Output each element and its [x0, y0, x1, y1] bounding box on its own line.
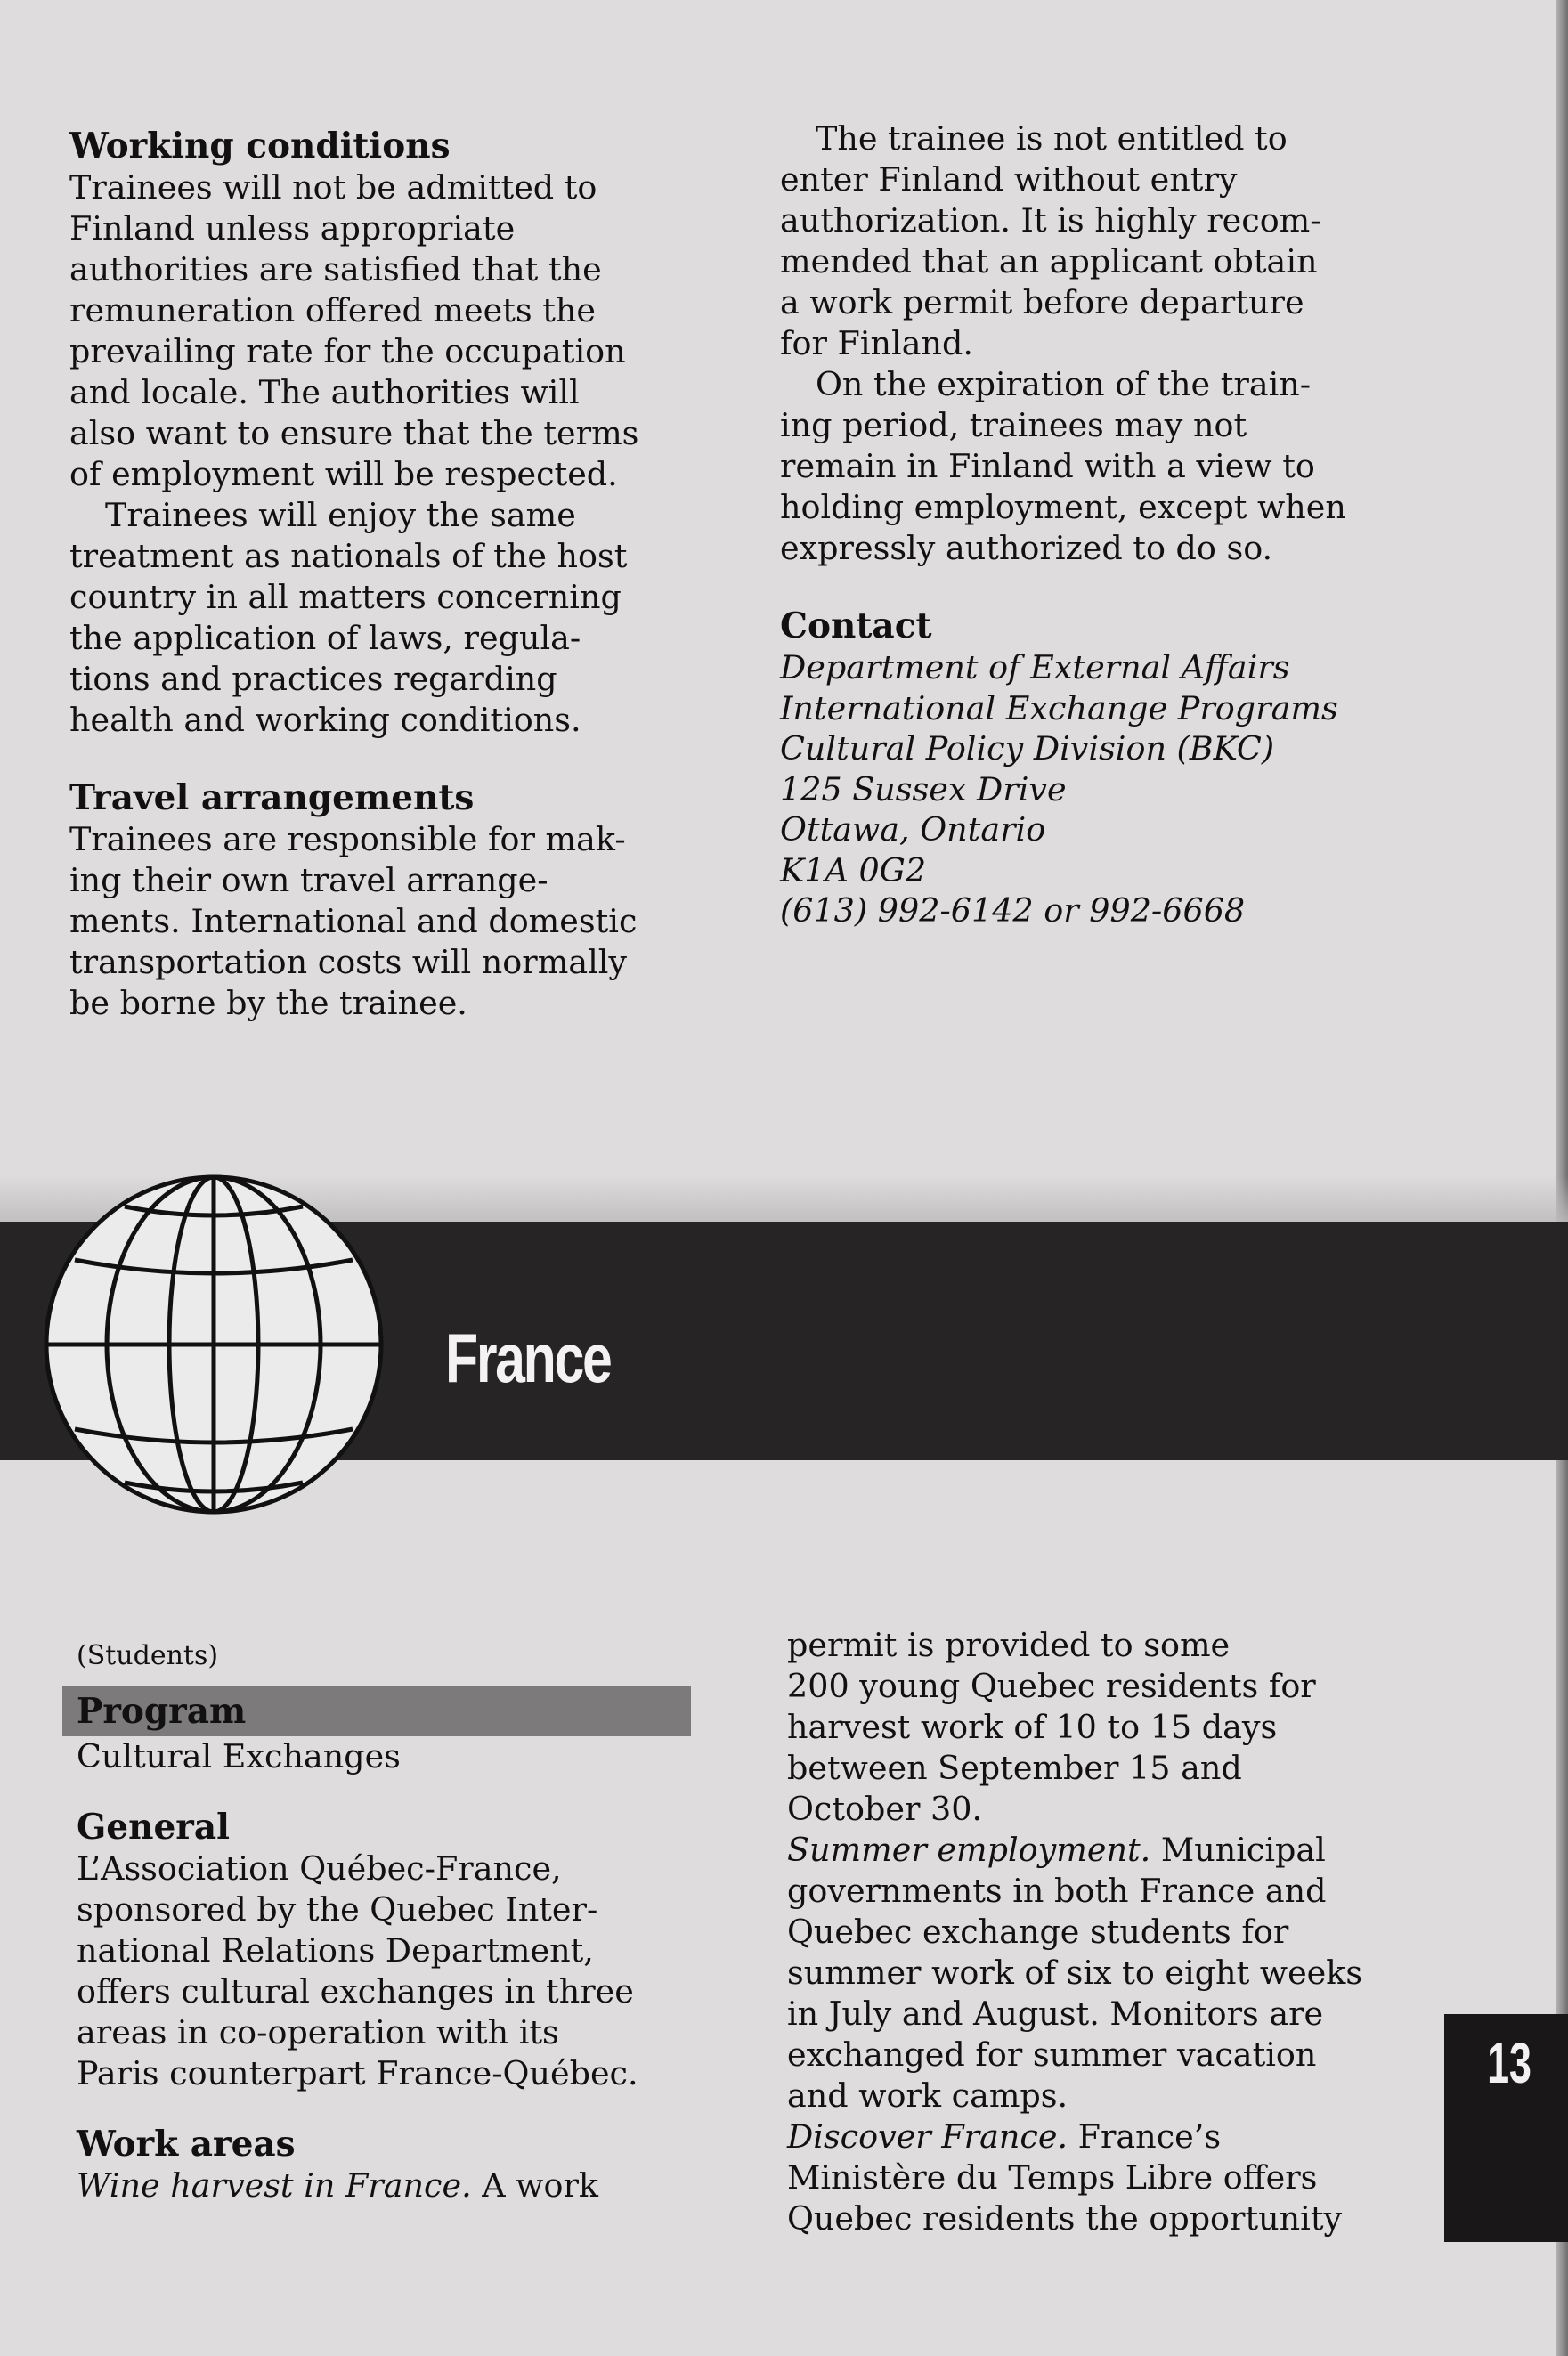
- program-bar: [62, 1686, 691, 1736]
- text-line: L’Association Québec-France,: [77, 1849, 562, 1888]
- wine-harvest-text: A work: [471, 2166, 599, 2205]
- general-heading: General: [77, 1807, 230, 1848]
- text-line: October 30.: [787, 1790, 983, 1828]
- contact-line: International Exchange Programs: [780, 688, 1338, 727]
- wine-harvest-line: [77, 2165, 718, 2206]
- text-line: harvest work of 10 to 15 days: [787, 1708, 1278, 1746]
- text-line: Quebec residents the opportunity: [787, 2199, 1343, 2238]
- discover-france-text: France’s: [1068, 2117, 1222, 2156]
- text-line: health and working conditions.: [69, 701, 581, 739]
- contact-line: Ottawa, Ontario: [780, 810, 1046, 849]
- working-conditions-paragraph-2: [69, 495, 711, 741]
- contact-heading: Contact: [780, 605, 932, 646]
- discover-france-line: [787, 2116, 1428, 2157]
- text-line: offers cultural exchanges in three: [77, 1972, 634, 2011]
- working-conditions-paragraph-1: [69, 167, 711, 495]
- text-line: Finland unless appropriate: [69, 209, 516, 248]
- wine-harvest-title: Wine harvest in France.: [77, 2166, 472, 2205]
- program-value: Cultural Exchanges: [77, 1737, 401, 1775]
- summer-employment-text: Municipal: [1150, 1831, 1326, 1869]
- text-line: country in all matters concerning: [69, 578, 622, 616]
- text-line: summer work of six to eight weeks: [787, 1954, 1363, 1992]
- text-line: authorization. It is highly recom-: [780, 201, 1321, 240]
- text-line: tions and practices regarding: [69, 660, 557, 698]
- text-line: prevailing rate for the occupation: [69, 332, 626, 370]
- travel-arrangements-paragraph: [69, 819, 711, 1024]
- text-line: remain in Finland with a view to: [780, 447, 1315, 485]
- general-paragraph: [77, 1848, 718, 2094]
- summer-employment-title: Summer employment.: [787, 1831, 1151, 1869]
- text-line: expressly authorized to do so.: [780, 529, 1273, 567]
- text-line: Trainees are responsible for mak-: [69, 820, 626, 858]
- text-line: and locale. The authorities will: [69, 373, 580, 411]
- text-line: mended that an applicant obtain: [780, 242, 1318, 280]
- text-line: a work permit before departure: [780, 283, 1304, 321]
- text-line: ing their own travel arrange-: [69, 861, 548, 899]
- text-line: authorities are satisfied that the: [69, 250, 602, 288]
- page-number: 13: [1487, 2031, 1531, 2095]
- entry-paragraph-1: [780, 118, 1421, 364]
- top-left-column: [69, 125, 711, 1024]
- text-line: between September 15 and: [787, 1749, 1242, 1787]
- summer-employment-paragraph: [787, 1871, 1428, 2116]
- text-line: On the expiration of the train-: [816, 365, 1312, 403]
- text-line: areas in co-operation with its: [77, 2013, 559, 2051]
- text-line: ing period, trainees may not: [780, 406, 1247, 444]
- contact-phone: (613) 992-6142 or 992-6668: [780, 891, 1246, 930]
- contact-line: 125 Sussex Drive: [780, 769, 1067, 808]
- text-line: of employment will be respected.: [69, 455, 618, 493]
- text-line: exchanged for summer vacation: [787, 2035, 1317, 2074]
- text-line: holding employment, except when: [780, 488, 1346, 526]
- contact-line: Department of External Affairs: [780, 648, 1290, 686]
- text-line: Quebec exchange students for: [787, 1913, 1289, 1951]
- text-line: governments in both France and: [787, 1872, 1327, 1910]
- summer-employment-line: [787, 1830, 1428, 1871]
- text-line: Ministère du Temps Libre offers: [787, 2158, 1318, 2197]
- globe-icon: [36, 1166, 392, 1523]
- text-line: in July and August. Monitors are: [787, 1994, 1324, 2033]
- text-line: treatment as nationals of the host: [69, 537, 628, 575]
- contact-line: Cultural Policy Division (BKC): [780, 729, 1275, 768]
- text-line: remuneration offered meets the: [69, 291, 597, 329]
- discover-france-title: Discover France.: [787, 2117, 1068, 2156]
- text-line: Trainees will not be admitted to: [69, 168, 597, 207]
- entry-paragraph-2: [780, 364, 1421, 569]
- text-line: sponsored by the Quebec Inter-: [77, 1890, 598, 1929]
- text-line: enter Finland without entry: [780, 160, 1238, 199]
- text-line: the application of laws, regula-: [69, 619, 581, 657]
- discover-france-paragraph: [787, 2157, 1428, 2239]
- contact-line: K1A 0G2: [780, 850, 927, 890]
- working-conditions-heading: Working conditions: [69, 126, 451, 167]
- text-line: and work camps.: [787, 2076, 1068, 2115]
- text-line: be borne by the trainee.: [69, 984, 467, 1022]
- text-line: permit is provided to some: [787, 1626, 1231, 1664]
- work-areas-heading: Work areas: [77, 2124, 296, 2165]
- bottom-left-column: [77, 1638, 718, 2206]
- text-line: 200 young Quebec residents for: [787, 1667, 1316, 1705]
- travel-arrangements-heading: Travel arrangements: [69, 777, 475, 818]
- text-line: ments. International and domestic: [69, 902, 638, 940]
- section-title: France: [445, 1319, 611, 1397]
- students-label: (Students): [77, 1640, 219, 1671]
- program-heading: Program: [77, 1691, 247, 1732]
- text-line: Paris counterpart France-Québec.: [77, 2054, 638, 2092]
- text-line: also want to ensure that the terms: [69, 414, 639, 452]
- bottom-right-column: [787, 1625, 1428, 2239]
- text-line: Trainees will enjoy the same: [105, 496, 576, 534]
- contact-address: [780, 647, 1421, 931]
- text-line: for Finland.: [780, 324, 973, 362]
- text-line: transportation costs will normally: [69, 943, 628, 981]
- text-line: The trainee is not entitled to: [816, 119, 1288, 158]
- text-line: national Relations Department,: [77, 1931, 594, 1970]
- wine-harvest-paragraph: [787, 1625, 1428, 1830]
- top-right-column: [780, 118, 1421, 931]
